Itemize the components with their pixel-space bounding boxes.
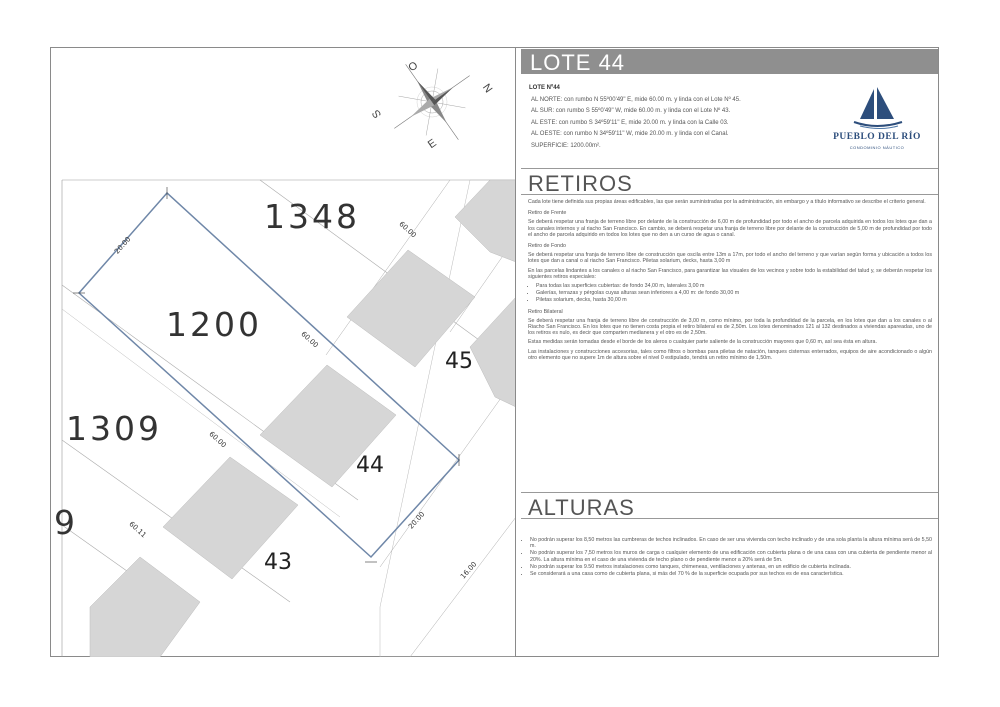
compass-n: N — [479, 81, 495, 96]
dim-20-bottom: 20.00 — [407, 510, 427, 531]
retiros-rule — [521, 168, 938, 169]
logo-subtitle: CONDOMINIO NÁUTICO — [849, 145, 905, 150]
fondo-bullet: • Piletas solarium, decks, hasta 30,00 m — [536, 297, 932, 303]
lote-sur: AL SUR: con rumbo S 55º0'49" W, mide 60.00 m. y linda con el Lote Nº 43. — [531, 108, 731, 114]
dim-60-upper: 60.00 — [299, 330, 320, 350]
bilateral-text-3: Las instalaciones y construcciones accesorias, tales como filtros o bombas para piletas de natación, tanques cisternas enterrados, equipos de aire acondicionado o algún otro elemento que no supere 1m de altura sobre el nivel 0 estipulado, tendrá un retiro mínimo de 1,50m. — [528, 348, 932, 361]
retiros-title: RETIROS — [528, 171, 633, 196]
lote-info — [529, 83, 741, 152]
compass-e: E — [425, 136, 439, 152]
fondo-text-1: Se deberá respetar una franja de terreno libre de construcción que oscila entre 13m a 17m, por todo el ancho del terreno y que varían según forma y ubicación a todos los lotes que dan a canal o al riacho San Francisco. Piletas solarium, decks, hasta 3,00 m — [528, 252, 932, 265]
lote-este: AL ESTE: con rumbo S 34º59'11" E, mide 20.00 m. y linda con la Calle 03. — [531, 119, 729, 126]
lote-superficie: SUPERFICIE: 1200.00m². — [531, 142, 601, 149]
dim-60-top-right: 60.00 — [397, 220, 418, 240]
page-title: LOTE 44 — [530, 50, 626, 75]
block-1309-label: 1309 — [66, 409, 162, 448]
site-plan — [50, 47, 516, 657]
lote-heading: LOTE Nº44 — [529, 85, 560, 91]
alturas-rule-bottom — [521, 518, 938, 519]
compass-o: O — [406, 59, 421, 75]
dim-16: 16.00 — [459, 560, 479, 581]
fondo-list — [528, 283, 932, 304]
lote-norte: AL NORTE: con rumbo N 55º00'49" E, mide 60.00 m. y linda con el Lote Nº 45. — [531, 96, 741, 103]
building-right-1 — [455, 180, 516, 262]
partial-9-label: 9 — [54, 503, 75, 542]
alturas-title: ALTURAS — [528, 495, 635, 520]
compass-s: S — [369, 107, 385, 121]
frente-title: Retiro de Frente — [528, 210, 567, 217]
dim-20-top: 20.00 — [113, 235, 133, 256]
retiros-rule-bottom — [521, 194, 938, 195]
dim-60-11: 60.11 — [127, 520, 148, 540]
alturas-bullet: • No podrán superar los 8,50 metros las cumbreras de techos inclinados. En caso de ser una vivienda con techo inclinado y de una sola planta la altura mínima será de 5,50 m. — [530, 537, 932, 549]
building-right-2 — [470, 297, 516, 407]
alturas-bullet: • Se considerará a una casa como de cubierta plana, si más del 70 % de la superficie ocupada por sus techos es de esa característica. — [530, 571, 932, 577]
lot-44-label: 44 — [356, 453, 384, 478]
area-1200-label: 1200 — [166, 305, 262, 344]
retiros-intro: Cada lote tiene definida sus propias áreas edificables, las que serán suministradas por la administración, sin embargo y a título informativo se describe el criterio general. — [528, 199, 926, 205]
building-42 — [90, 557, 200, 657]
logo-name: PUEBLO DEL RÍO — [833, 132, 921, 142]
bilateral-text-1: Se deberá respetar una franja de terreno libre de construcción de 3,00 m, como mínimo, por toda la profundidad de la parcela, en los lotes que dan a los canales o al Riacho San Francisco. En los lotes que no tienen costa propia el retiro bilateral es de 2,50m. Los lotes denominados 121 al 132 destinados a viviendas apareadas, uno de los retiros es nulo, es decir que comparten medianera y el otro es de 2,50m. — [528, 317, 932, 337]
alturas-body — [522, 537, 932, 580]
logo — [822, 85, 932, 160]
lot-45-label: 45 — [445, 349, 473, 374]
lote-oeste: AL OESTE: con rumbo N 34º59'11" W, mide 20.00 m. y linda con el Canal. — [531, 131, 729, 137]
plan-panel — [50, 47, 516, 657]
alturas-rule — [521, 492, 938, 493]
alturas-bullet: • No podrán superar los 9.50 metros instalaciones como tanques, chimeneas, ventilaciones y antenas, en un edificio de cubierta inclinada. — [530, 564, 932, 570]
alturas-list — [522, 537, 932, 577]
fondo-bullet: • Galerías, terrazas y pérgolas cuyas alturas sean inferiores a 4,00 m: de fondo 30,00 m — [536, 290, 932, 296]
frente-text: Se deberá respetar una franja de terreno libre por delante de la construcción de 6,00 m de profundidad por todo el ancho de parcela adquirida en todos los lotes que dan a los canales internos y al riacho San Francisco. En cambio, se deberá respetar una franja de terreno libre por delante de la construcción de 5,00 m de profundidad por todo el ancho de parcela adquirido en todos los lotes que no den a un curso de agua o canal. — [528, 219, 932, 238]
info-panel — [517, 47, 939, 657]
fondo-title: Retiro de Fondo — [528, 243, 566, 250]
bilateral-title: Retiro Bilateral — [528, 308, 563, 315]
lot-43-label: 43 — [264, 550, 292, 575]
bilateral-text-2: Estas medidas serán tomadas desde el borde de los aleros o cualquier parte saliente de la construcción mayores que 0,60 m, así sea ésta en altura. — [528, 339, 877, 346]
fondo-text-2: En las parcelas lindantes a los canales o al riacho San Francisco, para garantizar las visuales de los vecinos y sobre todo la estabilidad del talud y, se deberán respetar los siguientes retiros especiales: — [528, 267, 932, 280]
block-1348-label: 1348 — [264, 197, 360, 236]
alturas-bullet: • No podrán superar los 7,50 metros los muros de carga o cualquier elemento de una edificación con cubierta plana o de una casa con una cubierta de pendiente menor al 20%. La altura mínima en el caso de una vivienda de techo plano o de pendiente menor a 20% será de 5m. — [530, 550, 932, 562]
dim-60-lower: 60.00 — [207, 430, 228, 450]
fondo-bullet: • Para todas las superficies cubiertas: de fondo 34,00 m, laterales 3,00 m — [536, 283, 932, 289]
retiros-body — [528, 199, 932, 364]
sailboat-icon — [822, 85, 932, 131]
title-bar — [521, 49, 938, 74]
